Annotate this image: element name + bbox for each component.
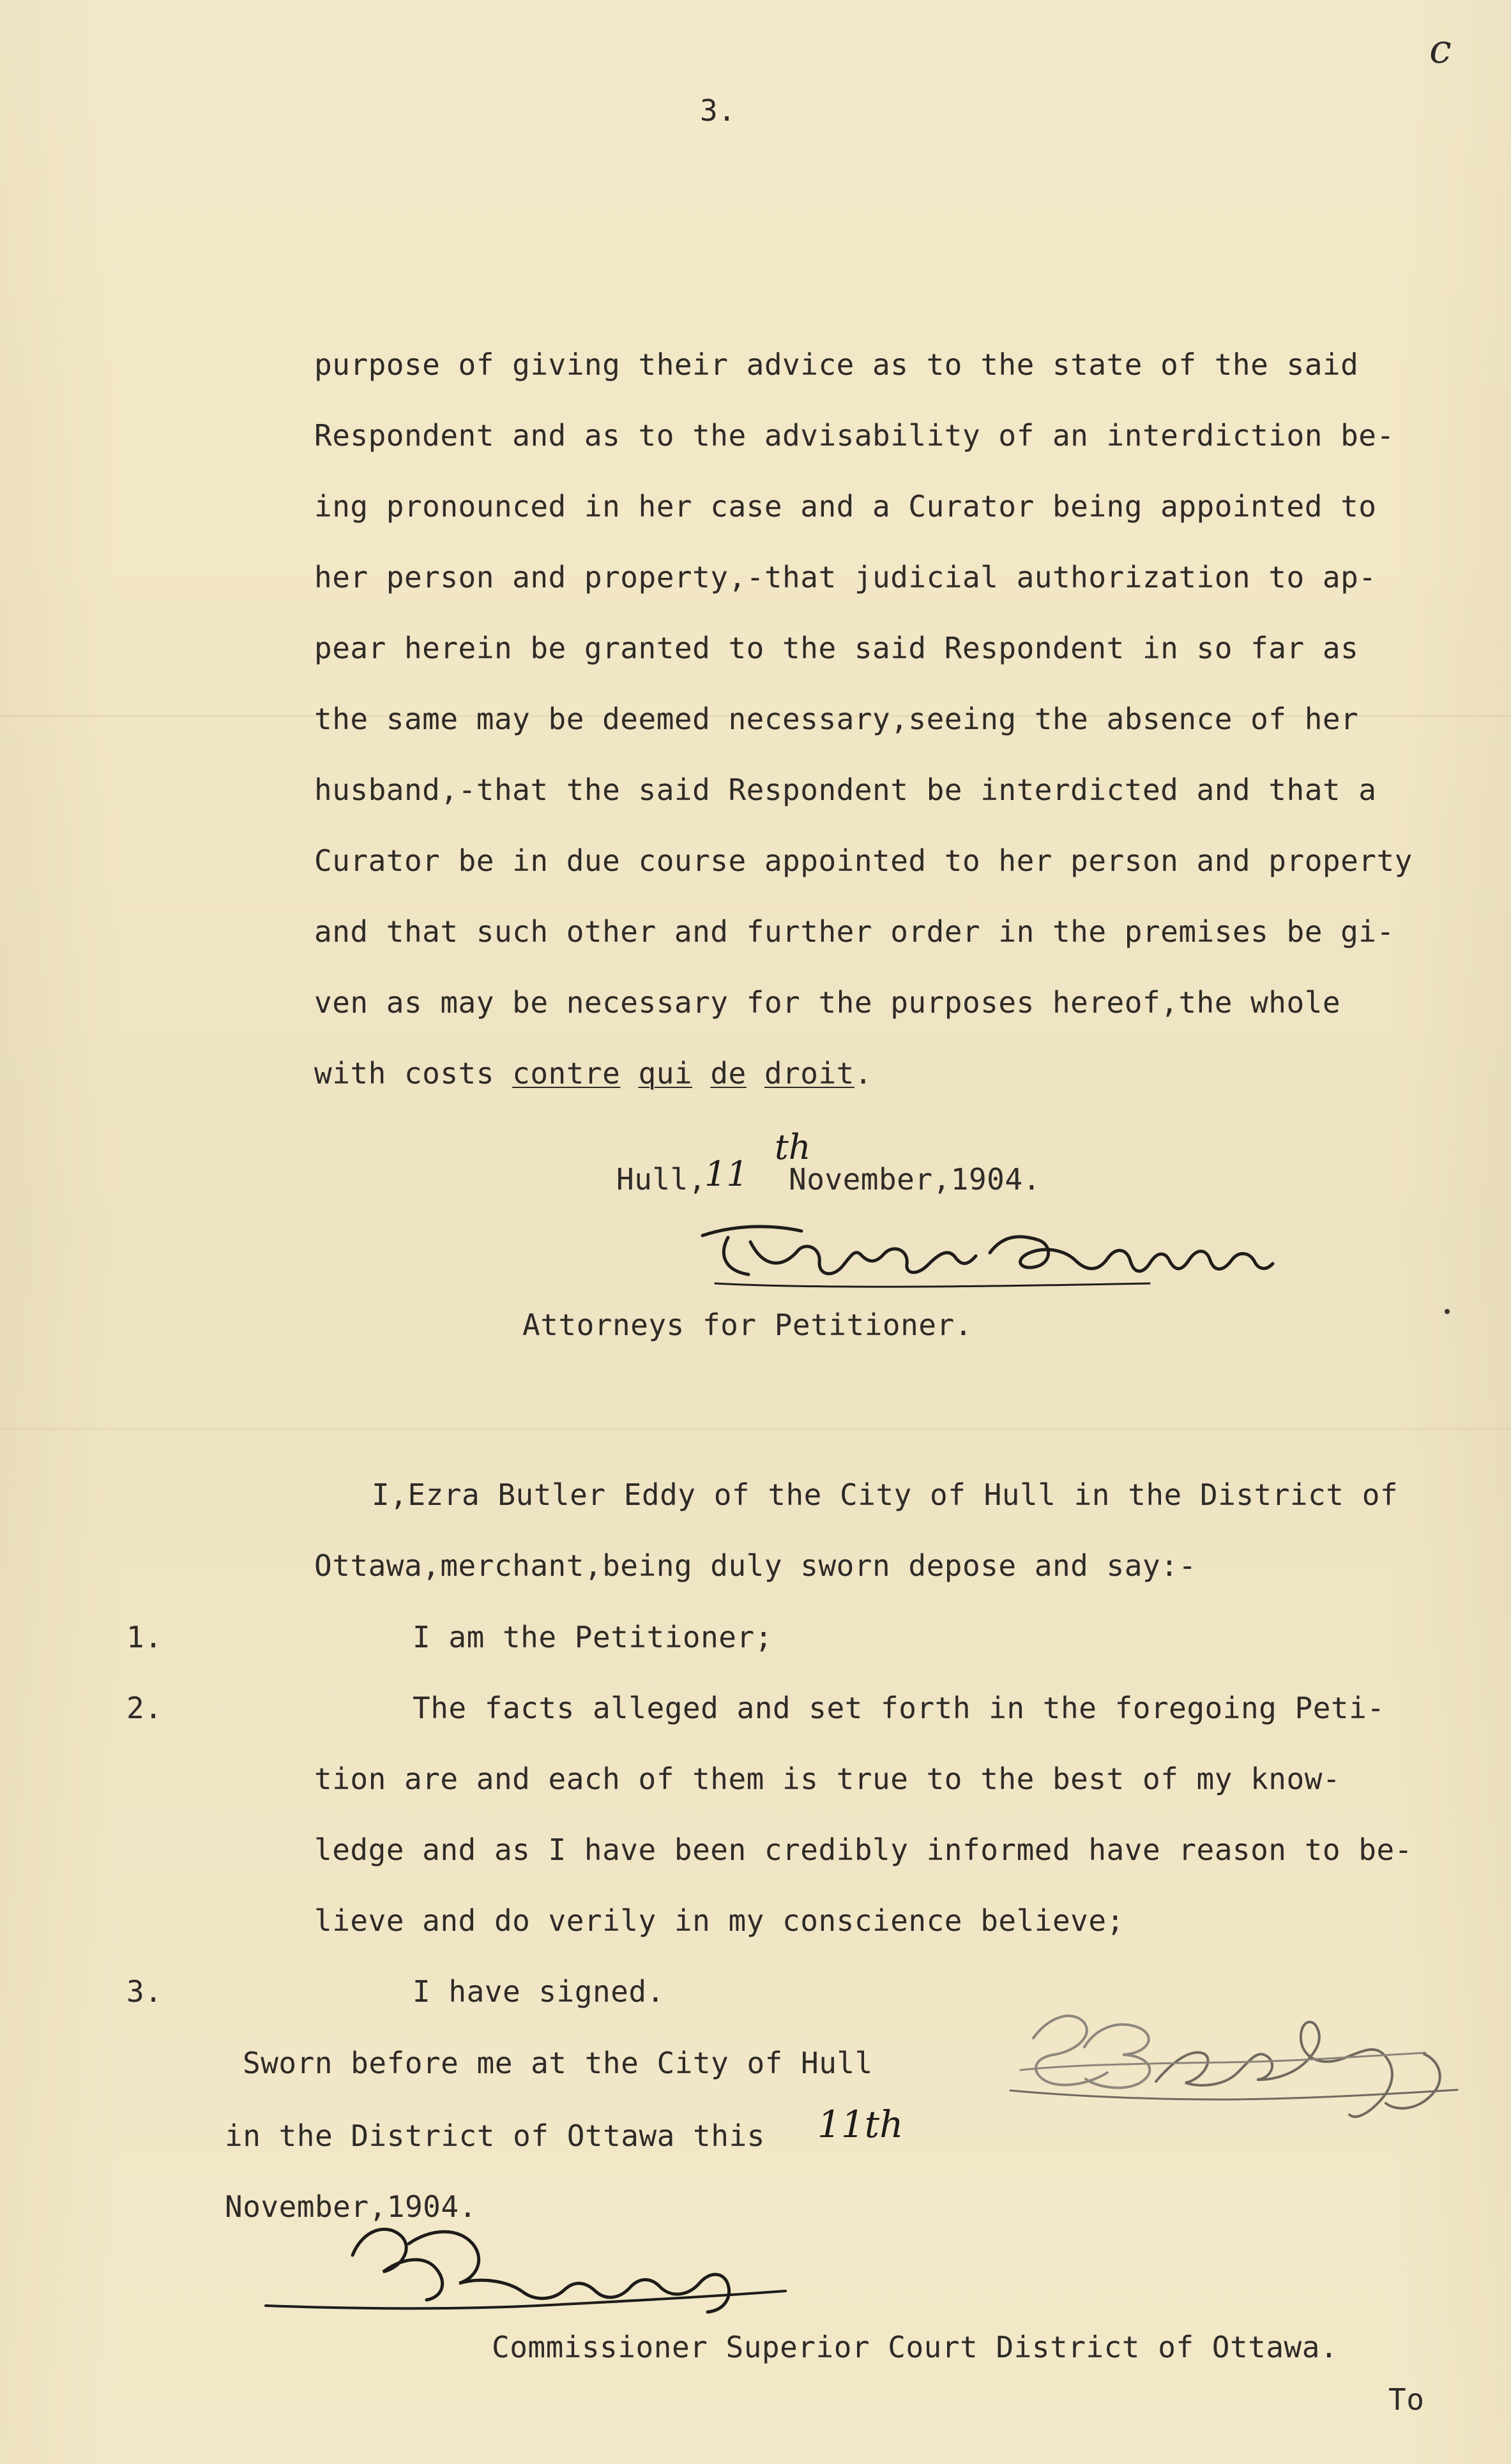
affidavit-item-text: lieve and do verily in my conscience believe; [314, 1903, 1125, 1938]
deponent-signature [964, 1991, 1488, 2144]
commissioner-label: Commissioner Superior Court District of Ottawa. [492, 2330, 1339, 2364]
petition-line-3: ing pronounced in her case and a Curator being appointed to [314, 489, 1377, 524]
jurat-line-3: November,1904. [225, 2189, 477, 2224]
affidavit-intro-line-1: I,Ezra Butler Eddy of the City of Hull in the District of [372, 1478, 1399, 1512]
affidavit-item-text: tion are and each of them is true to the best of my know- [314, 1762, 1341, 1796]
date-month-year: November,1904. [789, 1162, 1041, 1197]
handwritten-date-suffix: th [775, 1127, 811, 1167]
affidavit-item-number: 2. [126, 1691, 163, 1725]
affidavit-item-text: The facts alleged and set forth in the foregoing Peti- [413, 1691, 1385, 1725]
latin-word-qui: qui [638, 1056, 693, 1091]
costs-suffix: . [854, 1056, 873, 1091]
petition-line-11 [314, 1056, 873, 1091]
attorneys-label: Attorneys for Petitioner. [522, 1308, 973, 1342]
affidavit-item-text: I have signed. [413, 1974, 665, 2009]
latin-word-contre: contre [512, 1056, 621, 1091]
petition-line-1: purpose of giving their advice as to the state of the said [314, 347, 1359, 382]
affidavit-item-number: 1. [126, 1620, 163, 1654]
attorneys-signature [690, 1213, 1309, 1296]
affidavit-item-number: 3. [126, 1974, 163, 2009]
handwritten-jurat-day: 11th [817, 2103, 904, 2146]
paper-fold-line [0, 1428, 1511, 1430]
affidavit-intro-line-2: Ottawa,merchant,being duly sworn depose and say:- [314, 1548, 1197, 1583]
petition-line-5: pear herein be granted to the said Respondent in so far as [314, 631, 1359, 665]
page-number: 3. [700, 93, 736, 128]
petition-line-7: husband,-that the said Respondent be interdicted and that a [314, 773, 1377, 807]
commissioner-signature [250, 2211, 812, 2319]
jurat-line-1: Sworn before me at the City of Hull [243, 2046, 873, 2080]
petition-line-6: the same may be deemed necessary,seeing the absence of her [314, 702, 1359, 736]
jurat-line-2: in the District of Ottawa this [225, 2119, 765, 2153]
petition-line-10: ven as may be necessary for the purposes hereof,the whole [314, 985, 1341, 1020]
catchword: To [1388, 2382, 1425, 2417]
date-place: Hull, [616, 1162, 706, 1197]
petition-line-4: her person and property,-that judicial authorization to ap- [314, 560, 1377, 594]
costs-prefix: with costs [314, 1056, 513, 1091]
affidavit-item-text: I am the Petitioner; [413, 1620, 773, 1654]
petition-line-2: Respondent and as to the advisability of an interdiction be- [314, 418, 1395, 453]
latin-word-de: de [710, 1056, 747, 1091]
corner-mark: c [1429, 26, 1452, 72]
affidavit-item-text: ledge and as I have been credibly informed have reason to be- [314, 1833, 1413, 1867]
ink-speck [1445, 1309, 1450, 1314]
latin-word-droit: droit [764, 1056, 854, 1091]
handwritten-date-day: 11 [704, 1154, 748, 1194]
petition-line-8: Curator be in due course appointed to her person and property [314, 843, 1413, 878]
petition-line-9: and that such other and further order in the premises be gi- [314, 914, 1395, 949]
